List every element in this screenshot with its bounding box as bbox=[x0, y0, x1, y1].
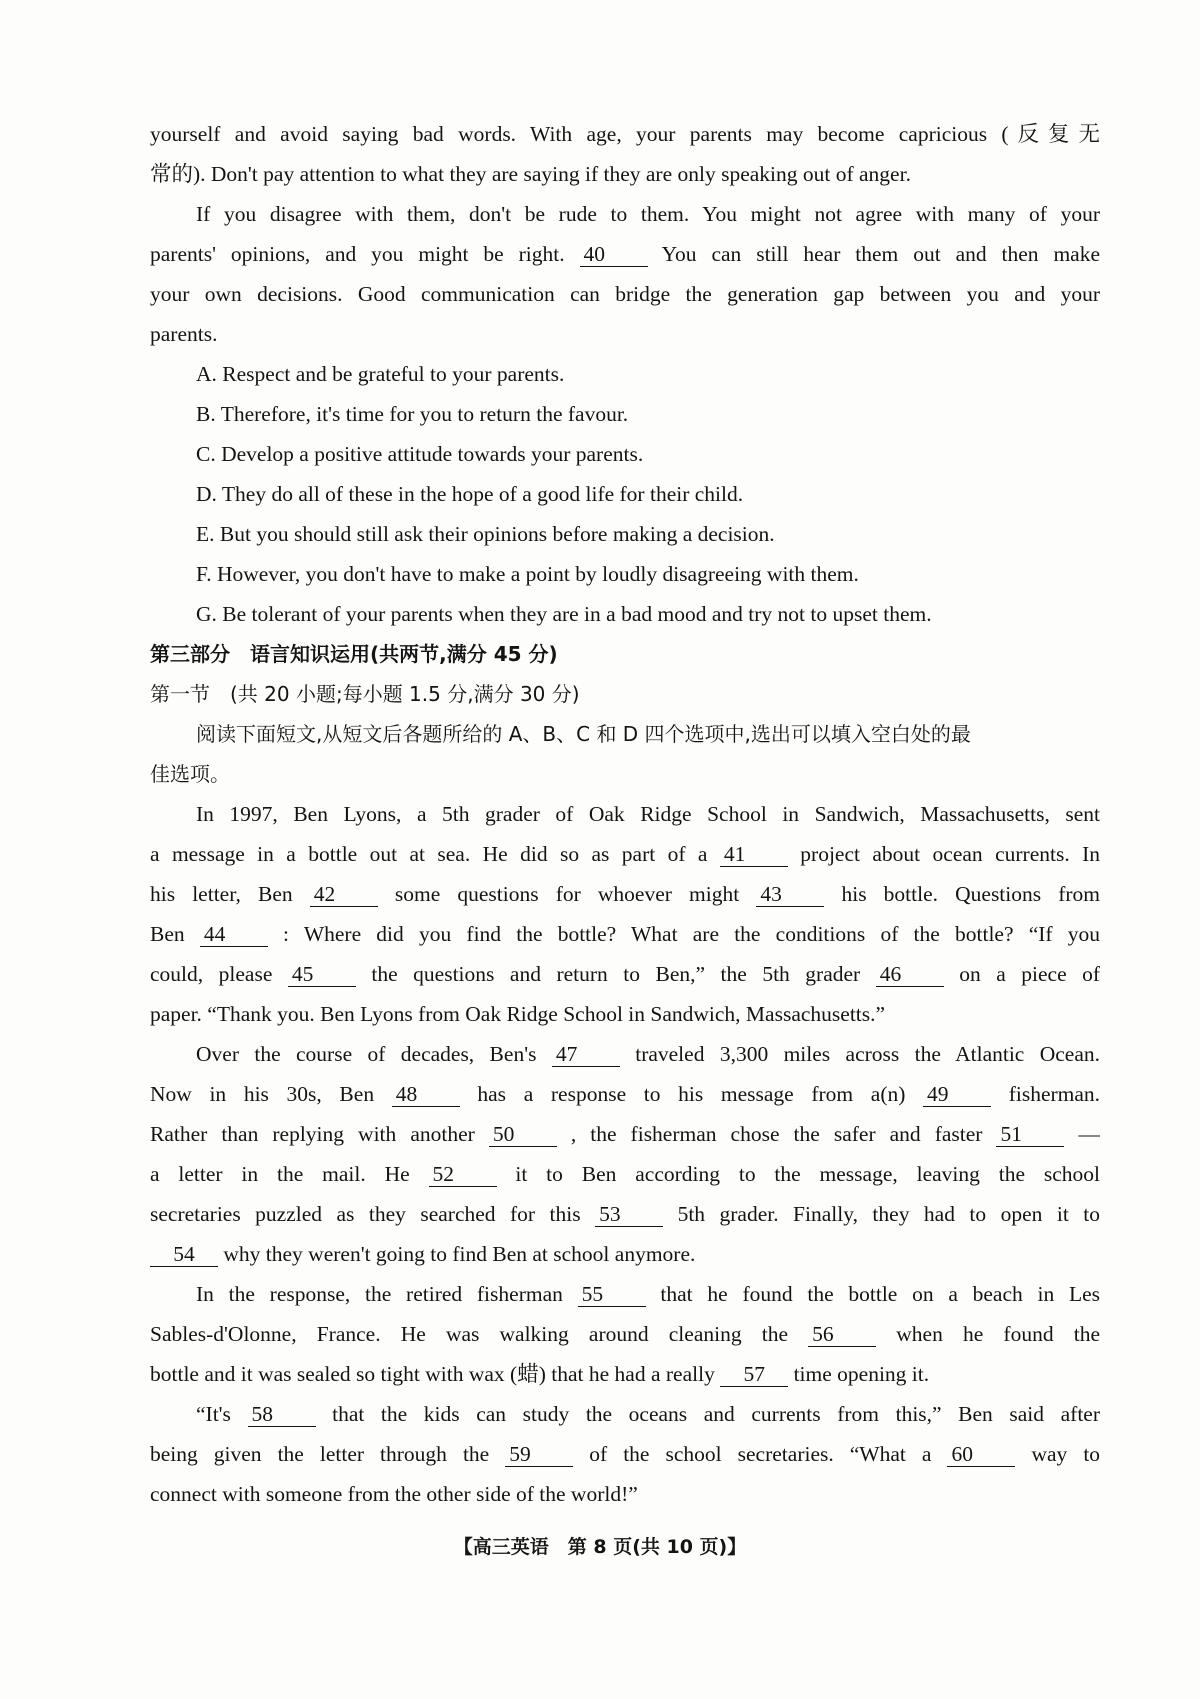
text-span: that he found the bottle on a beach in Les bbox=[660, 1282, 1100, 1306]
blank-56: 56 bbox=[808, 1322, 876, 1347]
blank-54: 54 bbox=[150, 1242, 218, 1267]
cloze-line: In 1997, Ben Lyons, a 5th grader of Oak Ridge School in Sandwich, Massachusetts, sent bbox=[196, 802, 1100, 826]
blank-48: 48 bbox=[392, 1082, 460, 1107]
text-span: that the kids can study the oceans and currents from this,” Ben said after bbox=[332, 1402, 1100, 1426]
passage-line bbox=[150, 234, 1100, 274]
passage-line: 常的). Don't pay attention to what they are saying if they are only speaking out of anger. bbox=[150, 162, 911, 186]
section-heading: 第一节 (共 20 小题;每小题 1.5 分,满分 30 分) bbox=[150, 682, 580, 706]
text-span: In the response, the retired fisherman bbox=[196, 1282, 563, 1306]
text-span: being given the letter through the bbox=[150, 1442, 490, 1466]
text-span: fisherman. bbox=[1008, 1082, 1100, 1106]
text-span: You can still hear them out and then make bbox=[661, 242, 1100, 266]
text-span: Sables-d'Olonne, France. He was walking around cleaning the bbox=[150, 1322, 788, 1346]
text-span: project about ocean currents. In bbox=[800, 842, 1100, 866]
cloze-line bbox=[150, 1074, 1100, 1114]
cloze-line bbox=[150, 1034, 1100, 1074]
text-span: “It's bbox=[196, 1402, 231, 1426]
passage-line: your own decisions. Good communication can bridge the generation gap between you and your bbox=[150, 282, 1100, 306]
cloze-line bbox=[150, 1314, 1100, 1354]
blank-47: 47 bbox=[552, 1042, 620, 1067]
blank-46: 46 bbox=[876, 962, 944, 987]
cloze-line bbox=[150, 1114, 1100, 1154]
text-span: way to bbox=[1031, 1442, 1100, 1466]
text-span: Ben bbox=[150, 922, 185, 946]
cloze-line bbox=[150, 1434, 1100, 1474]
blank-50: 50 bbox=[489, 1122, 557, 1147]
text-span: has a response to his message from a(n) bbox=[477, 1082, 906, 1106]
cloze-line: connect with someone from the other side of the world!” bbox=[150, 1482, 638, 1506]
text-span: why they weren't going to find Ben at school anymore. bbox=[223, 1242, 696, 1266]
text-span: it to Ben according to the message, leaving the school bbox=[515, 1162, 1100, 1186]
text-span: — bbox=[1078, 1122, 1100, 1146]
option-f: F. However, you don't have to make a point by loudly disagreeing with them. bbox=[196, 562, 859, 586]
text-span: his letter, Ben bbox=[150, 882, 293, 906]
blank-42: 42 bbox=[310, 882, 378, 907]
blank-60: 60 bbox=[947, 1442, 1015, 1467]
blank-53: 53 bbox=[595, 1202, 663, 1227]
cloze-line bbox=[150, 1234, 1100, 1274]
option-a: A. Respect and be grateful to your parents. bbox=[196, 362, 565, 386]
blank-51: 51 bbox=[996, 1122, 1064, 1147]
option-g: G. Be tolerant of your parents when they are in a bad mood and try not to upset them. bbox=[196, 602, 932, 626]
text-span: a letter in the mail. He bbox=[150, 1162, 410, 1186]
blank-57: 57 bbox=[720, 1362, 788, 1387]
page-footer: 【高三英语 第 8 页(共 10 页)】 bbox=[453, 1536, 747, 1558]
text-span: of the school secretaries. “What a bbox=[589, 1442, 932, 1466]
option-d: D. They do all of these in the hope of a good life for their child. bbox=[196, 482, 744, 506]
passage-line: parents. bbox=[150, 322, 218, 346]
blank-44: 44 bbox=[200, 922, 268, 947]
cloze-line bbox=[150, 954, 1100, 994]
blank-55: 55 bbox=[578, 1282, 646, 1307]
blank-45: 45 bbox=[288, 962, 356, 987]
passage-line: yourself and avoid saying bad words. With age, your parents may become capricious (反复无 bbox=[150, 122, 1100, 146]
blank-49: 49 bbox=[923, 1082, 991, 1107]
text-span: when he found the bbox=[896, 1322, 1100, 1346]
text-span: , the fisherman chose the safer and faster bbox=[570, 1122, 983, 1146]
option-e: E. But you should still ask their opinions before making a decision. bbox=[196, 522, 775, 546]
cloze-line bbox=[150, 1194, 1100, 1234]
cloze-line: paper. “Thank you. Ben Lyons from Oak Ridge School in Sandwich, Massachusetts.” bbox=[150, 1002, 886, 1026]
cloze-line bbox=[150, 1354, 1100, 1394]
blank-41: 41 bbox=[720, 842, 788, 867]
text-span: the questions and return to Ben,” the 5th grader bbox=[371, 962, 861, 986]
blank-40: 40 bbox=[580, 242, 648, 267]
text-span: could, please bbox=[150, 962, 273, 986]
part-heading: 第三部分 语言知识运用(共两节,满分 45 分) bbox=[150, 642, 558, 666]
cloze-line bbox=[150, 914, 1100, 954]
cloze-line bbox=[150, 1154, 1100, 1194]
instructions: 佳选项。 bbox=[150, 762, 230, 786]
cloze-line bbox=[150, 874, 1100, 914]
blank-58: 58 bbox=[248, 1402, 316, 1427]
blank-52: 52 bbox=[429, 1162, 497, 1187]
passage-line: If you disagree with them, don't be rude to them. You might not agree with many of your bbox=[196, 202, 1100, 226]
text-span: 5th grader. Finally, they had to open it to bbox=[677, 1202, 1100, 1226]
text-span: Rather than replying with another bbox=[150, 1122, 475, 1146]
instructions: 阅读下面短文,从短文后各题所给的 A、B、C 和 D 四个选项中,选出可以填入空白处的最 bbox=[196, 722, 971, 746]
cloze-line bbox=[150, 1274, 1100, 1314]
text-span: parents' opinions, and you might be right. bbox=[150, 242, 565, 266]
text-span: some questions for whoever might bbox=[394, 882, 740, 906]
option-c: C. Develop a positive attitude towards your parents. bbox=[196, 442, 644, 466]
cloze-line bbox=[150, 834, 1100, 874]
text-span: traveled 3,300 miles across the Atlantic Ocean. bbox=[635, 1042, 1100, 1066]
text-span: bottle and it was sealed so tight with wax (蜡) that he had a really bbox=[150, 1362, 715, 1386]
text-span: on a piece of bbox=[959, 962, 1100, 986]
text-span: a message in a bottle out at sea. He did so as part of a bbox=[150, 842, 708, 866]
text-span: Over the course of decades, Ben's bbox=[196, 1042, 537, 1066]
text-span: secretaries puzzled as they searched for this bbox=[150, 1202, 581, 1226]
text-span: his bottle. Questions from bbox=[841, 882, 1100, 906]
cloze-line bbox=[150, 1394, 1100, 1434]
blank-59: 59 bbox=[505, 1442, 573, 1467]
text-span: Now in his 30s, Ben bbox=[150, 1082, 375, 1106]
option-b: B. Therefore, it's time for you to return the favour. bbox=[196, 402, 629, 426]
text-span: time opening it. bbox=[793, 1362, 930, 1386]
text-span: : Where did you find the bottle? What are the conditions of the bottle? “If you bbox=[283, 922, 1100, 946]
blank-43: 43 bbox=[756, 882, 824, 907]
